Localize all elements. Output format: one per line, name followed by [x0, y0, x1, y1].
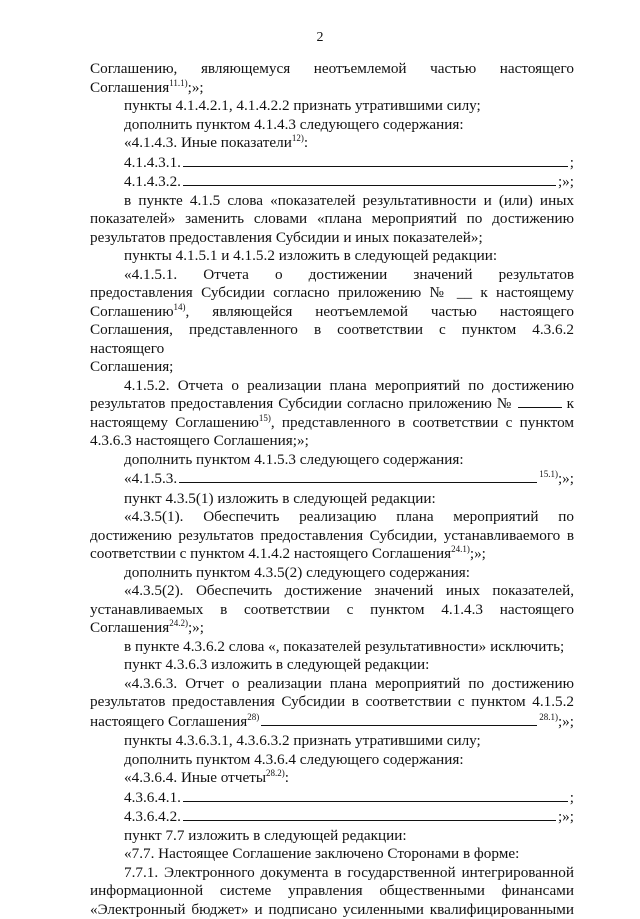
- fill-line: 4.1.4.3.2. ;»;: [90, 172, 574, 192]
- text-line: показателей» заменить словами «плана мероприятий по достижению: [90, 210, 574, 229]
- text-line: пункт 4.3.6.3 изложить в следующей редакции:: [90, 656, 574, 675]
- text-line: «4.3.6.4. Иные отчеты$^{28.2)}$:: [90, 769, 574, 788]
- text-line: 4.1.5.2. Отчета о реализации плана мероприятий по достижению: [90, 377, 574, 396]
- fill-line: «4.1.5.3. $^{15.1)}$;»;: [90, 469, 574, 490]
- text-line: пункты 4.1.5.1 и 4.1.5.2 изложить в следующей редакции:: [90, 247, 574, 266]
- fill-line: 4.3.6.4.2. ;»;: [90, 807, 574, 827]
- text-line: в пункте 4.3.6.2 слова «, показателей результативности» исключить;: [90, 638, 574, 657]
- text-line: пункты 4.1.4.2.1, 4.1.4.2.2 признать утратившими силу;: [90, 97, 574, 116]
- text-line: настоящему Соглашению$^{15)}$, представленного в соответствии с пунктом: [90, 414, 574, 433]
- blank-field: [183, 172, 556, 186]
- text-line: Соглашению, являющемуся неотъемлемой частью настоящего: [90, 60, 574, 79]
- text-line: информационной системе управления общественными финансами: [90, 882, 574, 901]
- text-line: «4.1.5.1. Отчета о достижении значений результатов: [90, 266, 574, 285]
- text-line: «4.1.4.3. Иные показатели$^{12)}$:: [90, 134, 574, 153]
- document-body: [90, 60, 574, 919]
- text-line: в пункте 4.1.5 слова «показателей результативности и (или) иных: [90, 192, 574, 211]
- text-line: результатов предоставления Субсидии в соответствии с пунктом 4.1.5.2: [90, 693, 574, 712]
- text-line: результатов предоставления Субсидии согласно приложению № к: [90, 395, 574, 414]
- text-line: соответствии с пунктом 4.1.4.2 настоящего Соглашения$^{24.1)}$;»;: [90, 545, 574, 564]
- text-line: 4.3.6.3 настоящего Соглашения;»;: [90, 432, 574, 451]
- text-line: дополнить пунктом 4.1.4.3 следующего содержания:: [90, 116, 574, 135]
- text-line: «4.3.5(1). Обеспечить реализацию плана мероприятий по: [90, 508, 574, 527]
- text-line: «7.7. Настоящее Соглашение заключено Сторонами в форме:: [90, 845, 574, 864]
- blank-field: [183, 788, 568, 802]
- blank-field: [518, 407, 562, 408]
- blank-field: [183, 807, 556, 821]
- fill-line: 4.1.4.3.1. ;: [90, 153, 574, 173]
- text-line: «4.3.6.3. Отчет о реализации плана мероприятий по достижению: [90, 675, 574, 694]
- text-line: предоставления Субсидии согласно приложению № __ к настоящему: [90, 284, 574, 303]
- text-line: «Электронный бюджет» и подписано усиленными квалифицированными: [90, 901, 574, 919]
- blank-field: [179, 469, 537, 483]
- text-line: устанавливаемых в соответствии с пунктом 4.1.4.3 настоящего: [90, 601, 574, 620]
- text-line: 7.7.1. Электронного документа в государственной интегрированной: [90, 864, 574, 883]
- text-line: Соглашения$^{24.2)}$;»;: [90, 619, 574, 638]
- fill-line: 4.3.6.4.1. ;: [90, 788, 574, 808]
- text-line: пункт 4.3.5(1) изложить в следующей редакции:: [90, 490, 574, 509]
- blank-field: [261, 712, 537, 726]
- fill-line: настоящего Соглашения$^{28)}$ $^{28.1)}$;»;: [90, 712, 574, 733]
- page-number: 2: [0, 29, 640, 48]
- text-line: пункт 7.7 изложить в следующей редакции:: [90, 827, 574, 846]
- text-line: пункты 4.3.6.3.1, 4.3.6.3.2 признать утратившими силу;: [90, 732, 574, 751]
- text-line: дополнить пунктом 4.3.5(2) следующего содержания:: [90, 564, 574, 583]
- text-line: дополнить пунктом 4.1.5.3 следующего содержания:: [90, 451, 574, 470]
- text-line: Соглашения;: [90, 358, 574, 377]
- text-line: Соглашения, представленного в соответствии с пунктом 4.3.6.2 настоящего: [90, 321, 574, 358]
- text-line: достижению результатов предоставления Субсидии, устанавливаемого в: [90, 527, 574, 546]
- text-line: Соглашению$^{14)}$, являющейся неотъемлемой частью настоящего: [90, 303, 574, 322]
- text-line: результатов предоставления Субсидии и иных показателей»;: [90, 229, 574, 248]
- blank-field: [183, 153, 568, 167]
- text-line: Соглашения$^{11.1)}$;»;: [90, 79, 574, 98]
- text-line: «4.3.5(2). Обеспечить достижение значений иных показателей,: [90, 582, 574, 601]
- text-line: дополнить пунктом 4.3.6.4 следующего содержания:: [90, 751, 574, 770]
